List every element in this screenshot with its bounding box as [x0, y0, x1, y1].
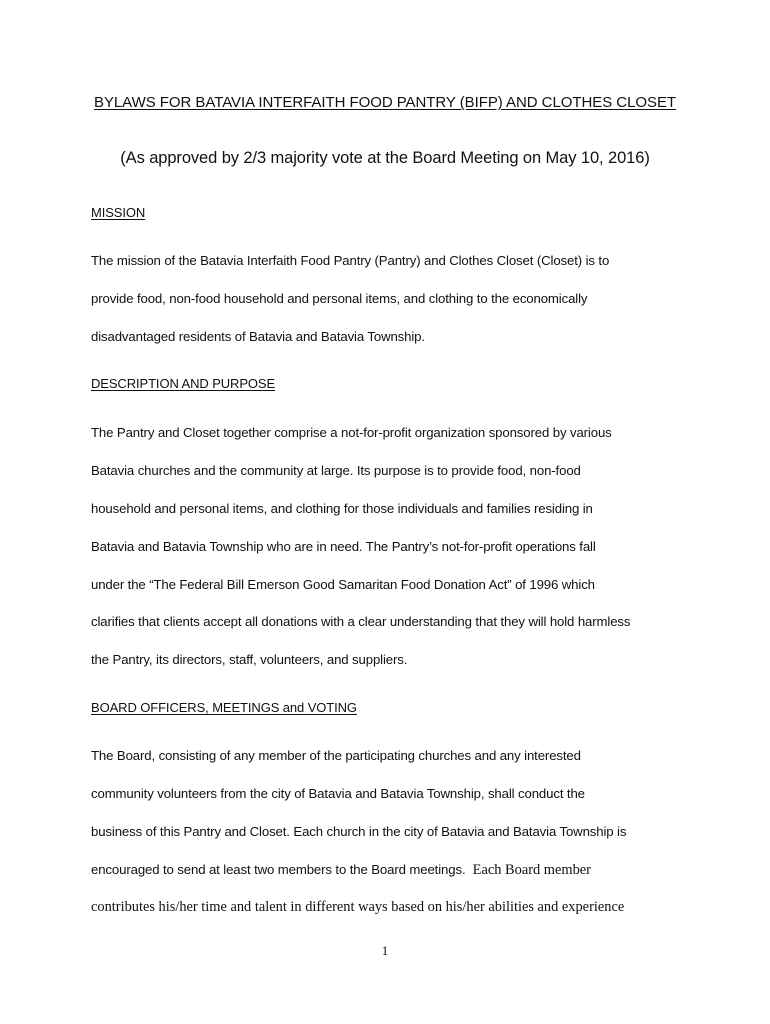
section-heading-mission: MISSION [91, 205, 146, 220]
board-line-2: community volunteers from the city of Batavia and Batavia Township, shall conduct the [91, 786, 585, 801]
description-line-7: the Pantry, its directors, staff, volunteers, and suppliers. [91, 652, 408, 667]
document-title: BYLAWS FOR BATAVIA INTERFAITH FOOD PANTRY (BIFP) AND CLOTHES CLOSET [93, 94, 677, 111]
description-line-3: household and personal items, and clothing for those individuals and families residing in [91, 501, 593, 516]
description-line-1: The Pantry and Closet together comprise a not-for-profit organization sponsored by various [91, 425, 612, 440]
board-line-4-continuation: Each Board member [465, 862, 591, 878]
section-heading-description: DESCRIPTION AND PURPOSE [91, 376, 276, 391]
board-line-4-text: encouraged to send at least two members to the Board meetings. [91, 862, 466, 877]
description-line-2: Batavia churches and the community at large. Its purpose is to provide food, non-food [91, 463, 581, 478]
document-subtitle: (As approved by 2/3 majority vote at the Board Meeting on May 10, 2016) [120, 149, 650, 167]
board-line-1: The Board, consisting of any member of the participating churches and any interested [91, 748, 581, 763]
mission-line-3: disadvantaged residents of Batavia and Batavia Township. [91, 329, 425, 344]
description-line-4: Batavia and Batavia Township who are in need. The Pantry’s not-for-profit operations fall [91, 539, 596, 554]
board-line-5: contributes his/her time and talent in different ways based on his/her abilities and experience [91, 899, 625, 915]
mission-line-1: The mission of the Batavia Interfaith Food Pantry (Pantry) and Clothes Closet (Closet) is to [91, 253, 610, 268]
board-line-3: business of this Pantry and Closet. Each church in the city of Batavia and Batavia Township is [91, 824, 627, 839]
description-line-5: under the “The Federal Bill Emerson Good Samaritan Food Donation Act” of 1996 which [91, 577, 595, 592]
mission-line-2: provide food, non-food household and personal items, and clothing to the economically [91, 291, 588, 306]
board-line-4 [91, 862, 591, 879]
page-number: 1 [381, 943, 389, 958]
section-heading-board: BOARD OFFICERS, MEETINGS and VOTING [91, 700, 357, 715]
description-line-6: clarifies that clients accept all donations with a clear understanding that they will hold harmless [91, 614, 631, 629]
